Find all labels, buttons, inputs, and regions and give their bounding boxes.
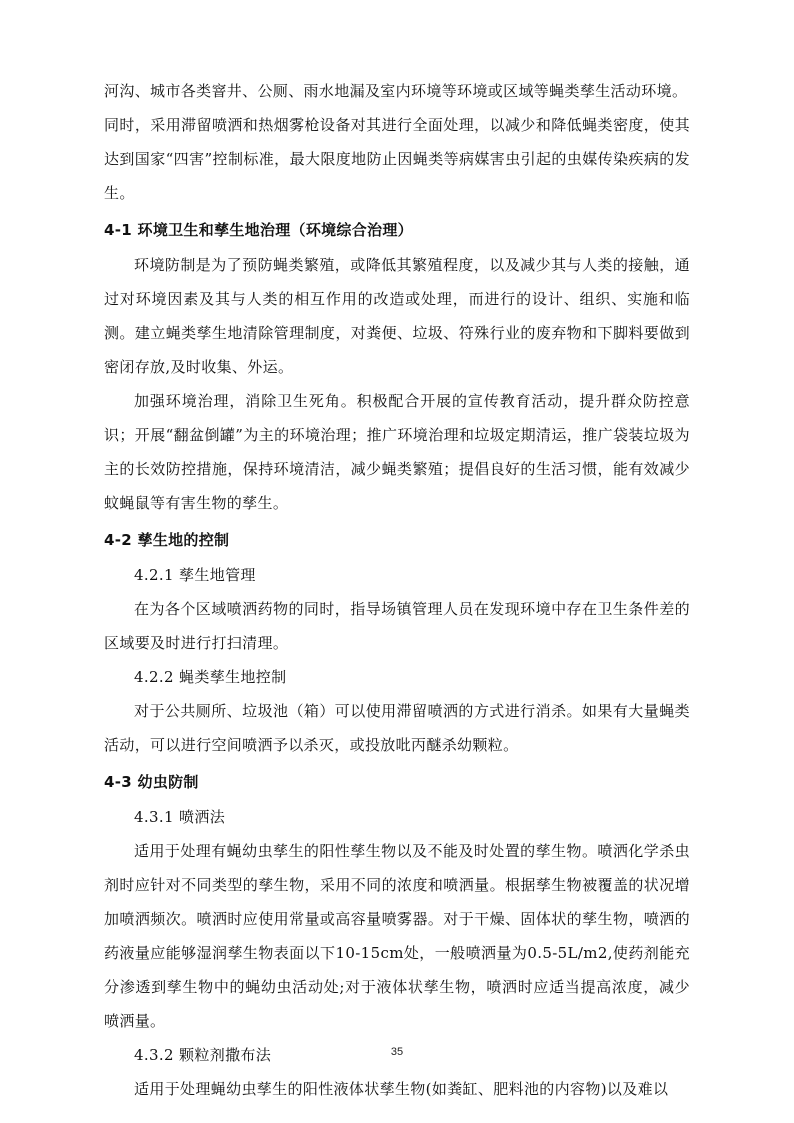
section-4-1-paragraph-1: 环境防制是为了预防蝇类繁殖，或降低其繁殖程度，以及减少其与人类的接触，通过对环境因素及其与人类的相互作用的改造或处理，而进行的设计、组织、实施和临测。建立蝇类孳生地清除管理制度，对粪便、垃圾、符殊行业的废弃物和下脚料要做到密闭存放,及时收集、外运。 [104,256,690,376]
subsection-4-3-1-paragraph: 适用于处理有蝇幼虫孳生的阳性孳生物以及不能及时处置的孳生物。喷洒化学杀虫剂时应针对不同类型的孳生物，采用不同的浓度和喷洒量。根据孳生物被覆盖的状况增加喷洒频次。喷洒时应使用常量或高容量喷雾器。对于干燥、固体状的孳生物，喷洒的药液量应能够湿润孳生物表面以下10-15cm处，一般喷洒量为0.5-5L/m2,使药剂能充分渗透到孳生物中的蝇幼虫活动处;对于液体状孳生物，喷洒时应适当提高浓度，减少喷洒量。 [104,842,690,1030]
intro-line: 河沟、城市各类窨井、公厕、雨水地漏及室内环境等环境或区域等蝇类孳生活动环境。 [104,82,688,100]
subsection-heading-4-2-1: 4.2.1 孳生地管理 [134,566,256,584]
page-number: 35 [390,1046,404,1058]
subsection-heading-4-3-1: 4.3.1 喷洒法 [134,808,226,826]
subsection-4-2-1-paragraph: 在为各个区域喷洒药物的同时，指导场镇管理人员在发现环境中存在卫生条件差的区域要及时进行打扫清理。 [104,600,690,652]
section-heading-4-3: 4-3 幼虫防制 [104,773,199,791]
subsection-heading-4-3-2: 4.3.2 颗粒剂撒布法 [134,1046,272,1064]
section-4-1-paragraph-2: 加强环境治理，消除卫生死角。积极配合开展的宣传教育活动，提升群众防控意识；开展“翻盆倒罐”为主的环境治理；推广环境治理和垃圾定期清运，推广袋装垃圾为主的长效防控措施，保持环境清洁，减少蝇类繁殖；提倡良好的生活习惯，能有效减少蚊蝇鼠等有害生物的孳生。 [104,392,690,512]
document-page [104,74,690,1106]
subsection-4-3-2-paragraph: 适用于处理蝇幼虫孳生的阳性液体状孳生物(如粪缸、肥料池的内容物)以及难以 [134,1080,669,1098]
section-heading-4-2: 4-2 孳生地的控制 [104,531,230,549]
subsection-4-2-2-paragraph: 对于公共厕所、垃圾池（箱）可以使用滞留喷洒的方式进行消杀。如果有大量蝇类活动，可以进行空间喷洒予以杀灭，或投放吡丙醚杀幼颗粒。 [104,702,690,754]
subsection-heading-4-2-2: 4.2.2 蝇类孳生地控制 [134,668,287,686]
intro-paragraph: 同时，采用滞留喷洒和热烟雾枪设备对其进行全面处理，以减少和降低蝇类密度，使其达到国家“四害”控制标准，最大限度地防止因蝇类等病媒害虫引起的虫媒传染疾病的发生。 [104,116,690,202]
section-heading-4-1: 4-1 环境卫生和孳生地治理（环境综合治理） [104,221,413,239]
